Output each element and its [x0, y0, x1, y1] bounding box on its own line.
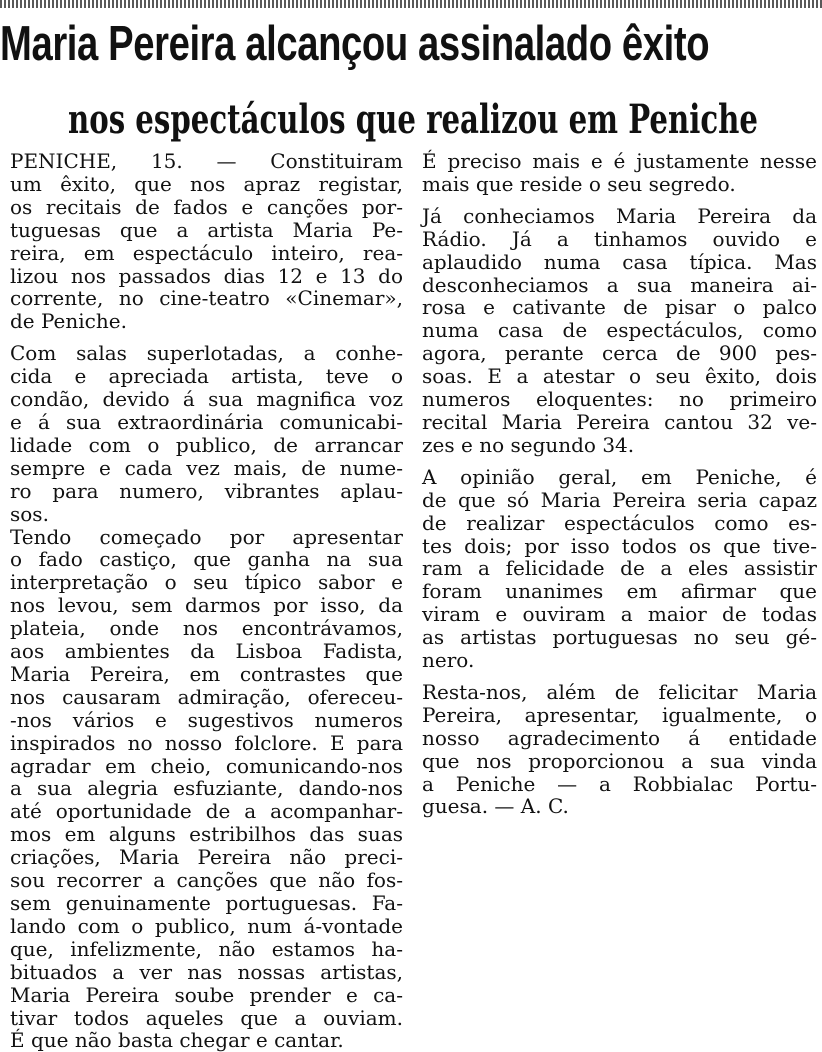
text-line: sem genuinamente portuguesas. Fa- [10, 892, 403, 915]
text-line: aplaudido numa casa típica. Mas [422, 251, 817, 274]
headline: Maria Pereira alcançou assinalado êxito [0, 8, 641, 80]
text-line: sos. [10, 503, 403, 526]
text-line: lizou nos passados dias 12 e 13 do [10, 265, 403, 288]
text-line: a sua alegria esfuziante, dando-nos [10, 777, 403, 800]
text-line: A opinião geral, em Peniche, é [422, 466, 817, 489]
text-line: criações, Maria Pereira não preci- [10, 846, 403, 869]
text-line: nero. [422, 649, 817, 672]
text-line: soas. E a atestar o seu êxito, dois [422, 365, 817, 388]
text-line: cida e apreciada artista, teve o [10, 365, 403, 388]
text-line: de que só Maria Pereira seria capaz [422, 489, 817, 512]
text-line: ro para numero, vibrantes aplau- [10, 480, 403, 503]
text-line: É que não basta chegar e cantar. [10, 1029, 403, 1052]
text-line: as artistas portuguesas no seu gé- [422, 626, 817, 649]
text-line: ram a felicidade de a eles assistir [422, 557, 817, 580]
text-line: lidade com o publico, de arrancar [10, 434, 403, 457]
paragraph [422, 205, 817, 457]
text-line: nos levou, sem darmos por isso, da [10, 594, 403, 617]
text-line: Maria Pereira, em contrastes que [10, 663, 403, 686]
text-line: os recitais de fados e canções por- [10, 196, 403, 219]
text-line: agradar em cheio, comunicando-nos [10, 755, 403, 778]
paragraph [10, 526, 403, 1052]
top-rule [0, 0, 822, 8]
text-line: recital Maria Pereira cantou 32 ve- [422, 411, 817, 434]
text-line: o fado castiço, que ganha na sua [10, 548, 403, 571]
text-line: Pereira, apresentar, igualmente, o [422, 704, 817, 727]
left-column [10, 150, 403, 1052]
text-line: tivar todos aqueles que a ouviam. [10, 1007, 403, 1030]
paragraph [422, 150, 817, 196]
text-line: Resta-nos, além de felicitar Maria [422, 681, 817, 704]
text-line: mais que reside o seu segredo. [422, 173, 817, 196]
text-line: É preciso mais e é justamente nesse [422, 150, 817, 173]
paragraph [422, 681, 817, 818]
text-line: bituados a ver nas nossas artistas, [10, 961, 403, 984]
text-line: um êxito, que nos apraz registar, [10, 173, 403, 196]
text-line: tes dois; por isso todos os que tive- [422, 535, 817, 558]
text-line: corrente, no cine-teatro «Cinemar», [10, 287, 403, 310]
paragraph [10, 150, 403, 333]
text-line: sempre e cada vez mais, de nume- [10, 457, 403, 480]
text-line: interpretação o seu típico sabor e [10, 571, 403, 594]
text-line: e á sua extraordinária comunicabi- [10, 411, 403, 434]
text-line: Maria Pereira soube prender e ca- [10, 984, 403, 1007]
text-line: tuguesas que a artista Maria Pe- [10, 219, 403, 242]
text-line: viram e ouviram a maior de todas [422, 603, 817, 626]
text-line: aos ambientes da Lisboa Fadista, [10, 640, 403, 663]
paragraph [422, 466, 817, 672]
subheadline: nos espectáculos que realizou em Peniche [68, 92, 758, 148]
text-line: guesa. — A. C. [422, 795, 817, 818]
text-line: lando com o publico, num á-vontade [10, 915, 403, 938]
text-line: nos causaram admiração, ofereceu- [10, 686, 403, 709]
text-line: zes e no segundo 34. [422, 434, 817, 457]
text-line: a Peniche — a Robbialac Portu- [422, 773, 817, 796]
text-line: condão, devido á sua magnifica voz [10, 388, 403, 411]
text-line: plateia, onde nos encontrávamos, [10, 617, 403, 640]
text-line: numa casa de espectáculos, como [422, 319, 817, 342]
text-line: agora, perante cerca de 900 pes- [422, 342, 817, 365]
text-line: mos em alguns estribilhos das suas [10, 823, 403, 846]
text-line: nosso agradecimento á entidade [422, 727, 817, 750]
text-line: desconheciamos a sua maneira ai- [422, 274, 817, 297]
text-line: reira, em espectáculo inteiro, rea- [10, 242, 403, 265]
text-line: inspirados no nosso folclore. E para [10, 732, 403, 755]
right-column [422, 150, 817, 818]
text-line: Com salas superlotadas, a conhe- [10, 342, 403, 365]
text-line: até oportunidade de a acompanhar- [10, 800, 403, 823]
text-line: que nos proporcionou a sua vinda [422, 750, 817, 773]
text-line: que, infelizmente, não estamos ha- [10, 938, 403, 961]
text-line: -nos vários e sugestivos numeros [10, 709, 403, 732]
text-line: Já conheciamos Maria Pereira da [422, 205, 817, 228]
text-line: Tendo começado por apresentar [10, 526, 403, 549]
text-line: sou recorrer a canções que não fos- [10, 869, 403, 892]
text-line: de realizar espectáculos como es- [422, 512, 817, 535]
text-line: numeros eloquentes: no primeiro [422, 388, 817, 411]
text-line: Rádio. Já a tinhamos ouvido e [422, 228, 817, 251]
text-line: foram unanimes em afirmar que [422, 580, 817, 603]
text-line: PENICHE, 15. — Constituiram [10, 150, 403, 173]
text-line: rosa e cativante de pisar o palco [422, 296, 817, 319]
paragraph [10, 342, 403, 525]
text-line: de Peniche. [10, 310, 403, 333]
